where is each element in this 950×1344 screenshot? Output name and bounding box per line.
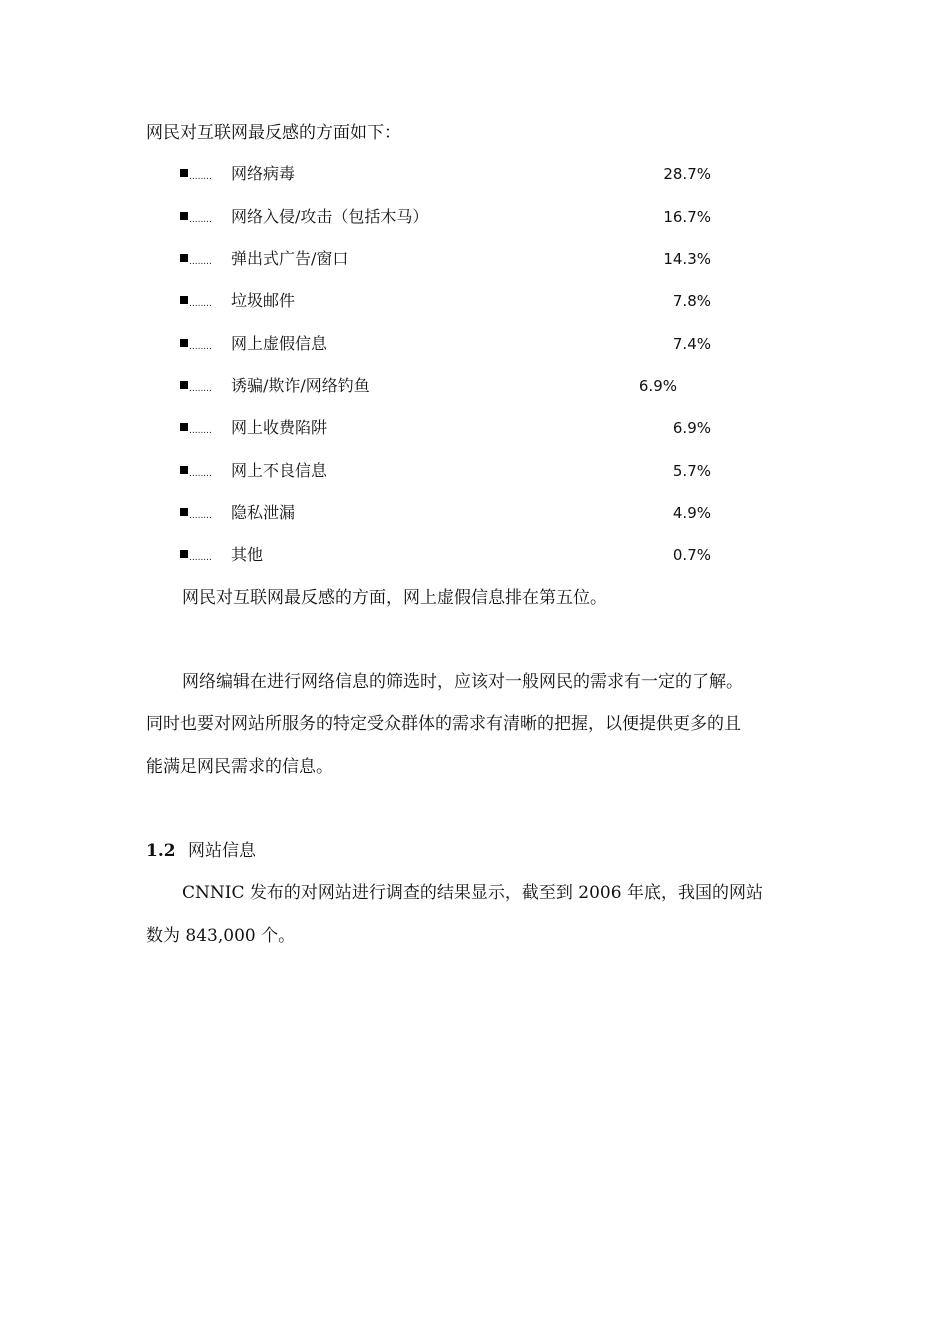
summary-text: 网民对互联网最反感的方面，网上虚假信息排在第五位。 — [182, 588, 607, 608]
item-percentage: 28.7% — [663, 165, 711, 183]
item-percentage: 14.3% — [663, 250, 711, 268]
item-label: 垃圾邮件 — [231, 291, 296, 310]
list-item — [180, 374, 720, 398]
section-number: 1.2 — [146, 841, 176, 861]
square-bullet-icon — [180, 254, 188, 262]
dot-leader: ........ — [189, 553, 212, 563]
item-label: 网上不良信息 — [231, 461, 328, 480]
paragraph-line: 同时也要对网站所服务的特定受众群体的需求有清晰的把握，以便提供更多的且 — [146, 714, 741, 734]
item-label: 网上虚假信息 — [231, 334, 328, 353]
dot-leader: ........ — [189, 426, 212, 436]
item-label: 网络病毒 — [231, 164, 296, 183]
dot-leader: ........ — [189, 342, 212, 352]
dot-leader: ........ — [189, 172, 212, 182]
item-label: 网络入侵/攻击（包括木马） — [231, 207, 429, 226]
list-item — [180, 247, 720, 271]
dot-leader: ........ — [189, 299, 212, 309]
item-percentage: 4.9% — [672, 504, 711, 522]
dot-leader: ........ — [189, 215, 212, 225]
item-label: 网上收费陷阱 — [231, 418, 328, 437]
dot-leader: ........ — [189, 384, 212, 394]
list-item — [180, 501, 720, 525]
dot-leader: ........ — [189, 257, 212, 267]
list-item — [180, 162, 720, 186]
intro-text: 网民对互联网最反感的方面如下： — [146, 123, 401, 143]
item-percentage: 16.7% — [663, 208, 711, 226]
square-bullet-icon — [180, 550, 188, 558]
section-title: 网站信息 — [188, 841, 256, 861]
square-bullet-icon — [180, 466, 188, 474]
paragraph-line: 数为 843,000 个。 — [146, 926, 296, 946]
dot-leader: ........ — [189, 469, 212, 479]
item-percentage: 6.9% — [638, 377, 677, 395]
dot-leader: ........ — [189, 511, 212, 521]
square-bullet-icon — [180, 508, 188, 516]
item-percentage: 0.7% — [672, 546, 711, 564]
square-bullet-icon — [180, 169, 188, 177]
paragraph-line: 能满足网民需求的信息。 — [146, 757, 333, 777]
square-bullet-icon — [180, 339, 188, 347]
list-item — [180, 459, 720, 483]
square-bullet-icon — [180, 296, 188, 304]
item-label: 隐私泄漏 — [231, 503, 296, 522]
square-bullet-icon — [180, 423, 188, 431]
list-item — [180, 543, 720, 567]
item-percentage: 5.7% — [672, 462, 711, 480]
list-item — [180, 332, 720, 356]
item-label: 诱骗/欺诈/网络钓鱼 — [231, 376, 370, 395]
item-label: 其他 — [231, 545, 264, 564]
square-bullet-icon — [180, 212, 188, 220]
paragraph-line: 网络编辑在进行网络信息的筛选时，应该对一般网民的需求有一定的了解。 — [182, 672, 743, 692]
item-label: 弹出式广告/窗口 — [231, 249, 349, 268]
list-item — [180, 289, 720, 313]
list-item — [180, 205, 720, 229]
item-percentage: 7.8% — [672, 292, 711, 310]
square-bullet-icon — [180, 381, 188, 389]
paragraph-line: CNNIC 发布的对网站进行调查的结果显示，截至到 2006 年底，我国的网站 — [182, 883, 763, 903]
list-item — [180, 416, 720, 440]
item-percentage: 7.4% — [672, 335, 711, 353]
item-percentage: 6.9% — [672, 419, 711, 437]
